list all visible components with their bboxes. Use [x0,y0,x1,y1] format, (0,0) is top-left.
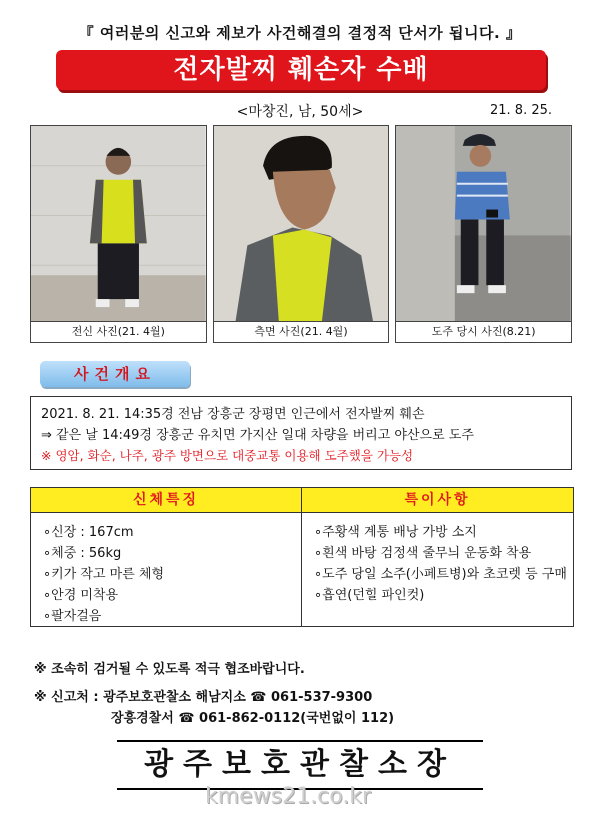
physical-feature-item: ∘팔자걸음 [43,609,102,624]
footer-top-rule [117,740,483,742]
photo-caption-full-body: 전신 사진(21. 4월) [31,321,206,342]
special-note-item: ∘흡연(던힐 파인컷) [314,588,425,603]
subject-info: <마창진, 남, 50세> [236,104,364,120]
physical-feature-item: ∘신장 : 167cm [43,525,134,540]
issuing-office: 광주보호관찰소장 [144,747,456,782]
incident-line-1: 2021. 8. 21. 14:35경 전남 장흥군 장평면 인근에서 전자발찌 훼손 [41,407,425,422]
top-quote: 『 여러분의 신고와 제보가 사건해결의 결정적 단서가 됩니다. 』 [78,24,522,42]
incident-section-label: 사건개요 [40,361,190,387]
special-notes-header: 특이사항 [302,488,573,513]
full-body-photo [31,126,206,321]
incident-line-3: ※ 영암, 화순, 나주, 광주 방면으로 대중교통 이용해 도주했을 가능성 [41,448,414,463]
physical-features-list [31,513,302,626]
physical-feature-item: ∘체중 : 56kg [43,546,122,561]
side-profile-photo [214,126,389,321]
special-note-item: ∘주황색 계통 배낭 가방 소지 [314,525,477,540]
photo-side-profile [213,125,390,343]
wanted-banner: 전자발찌 훼손자 수배 [56,50,546,90]
photo-caption-side-profile: 측면 사진(21. 4월) [214,321,389,342]
site-watermark: kmews21.co.kr [205,784,372,809]
incident-summary-box [30,396,572,470]
report-contact-1: ※ 신고처 : 광주보호관찰소 해남지소 ☎ 061-537-9300 [34,690,373,705]
special-note-item: ∘도주 당일 소주(小페트병)와 초코렛 등 구매 [314,567,567,582]
cooperation-note: ※ 조속히 검거될 수 있도록 적극 협조바랍니다. [34,662,305,677]
incident-line-2: ⇒ 같은 날 14:49경 장흥군 유치면 가지산 일대 차량을 버리고 야산으로 도주 [41,428,474,443]
photo-caption-escape: 도주 당시 사진(8.21) [396,321,571,342]
physical-feature-item: ∘키가 작고 마른 체형 [43,567,164,582]
special-note-item: ∘흰색 바탕 검정색 줄무늬 운동화 착용 [314,546,532,561]
poster-date: 21. 8. 25. [490,103,553,118]
features-table [30,487,574,627]
escape-cctv-photo [396,126,571,321]
photo-row [30,125,572,343]
report-contact-2: 장흥경찰서 ☎ 061-862-0112(국번없이 112) [111,711,395,726]
physical-features-header: 신체특징 [31,488,302,513]
photo-escape-cctv [395,125,572,343]
photo-full-body [30,125,207,343]
physical-feature-item: ∘안경 미착용 [43,588,119,603]
special-notes-list [302,513,573,626]
